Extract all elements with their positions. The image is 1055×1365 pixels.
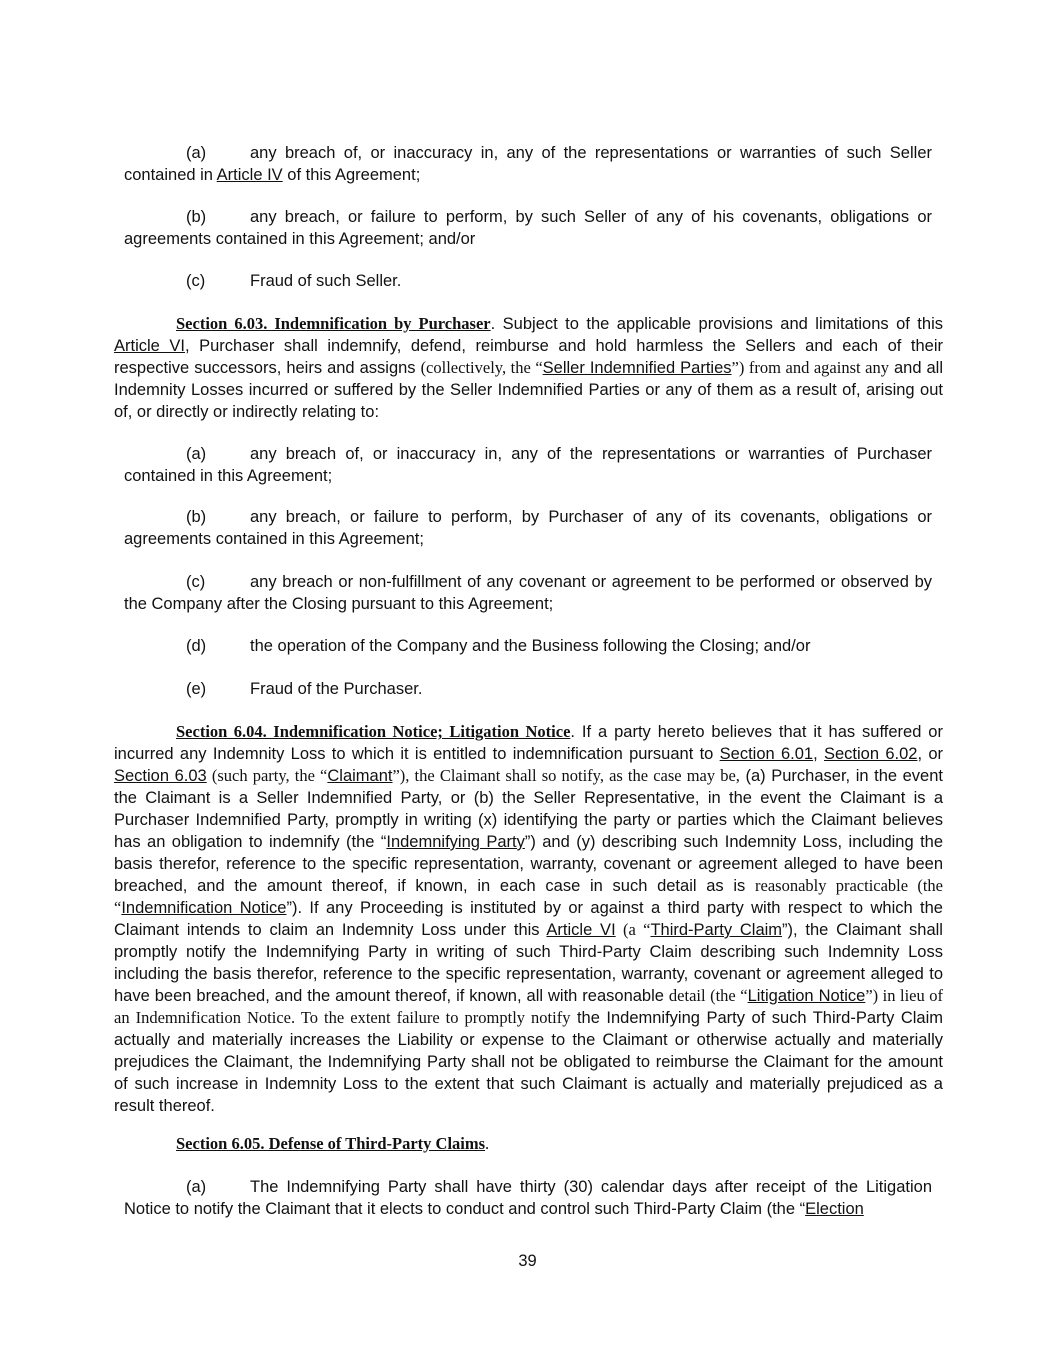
defined-term: Third-Party Claim [650, 921, 783, 939]
section-heading: Section 6.03. Indemnification by Purchaser [176, 314, 491, 333]
item-label: (c) [186, 573, 206, 591]
item-label: (b) [186, 208, 207, 226]
section-6-04: Section 6.04. Indemnification Notice; Litigation Notice. If a party hereto believes that it has suffered or incurred any Indemnity Loss to which it is entitled to indemnification pursuant to Section 6.01, Section 6.02, or Section 6.03 (such party, the “Claimant”), the Claimant shall so notify, as the case may be, (a) Purchaser, in the event the Claimant is a Seller Indemnified Party, or (b) the Seller Representative, in the event the Claimant is a Purchaser Indemnified Party, promptly in writing (x) identifying the party or parties which the Claimant believes has an obligation to indemnify (the “Indemnifying Party”) and (y) describing such Indemnity Loss, including the basis therefor, reference to the specific representation, warranty, covenant or agreement alleged to have been breached, and the amount thereof, if known, in each case in such detail as is reasonably practicable (the “Indemnification Notice”). If any Proceeding is instituted by or against a third party with respect to which the Claimant intends to claim an Indemnity Loss under this Article VI (a “Third-Party Claim”), the Claimant shall promptly notify the Indemnifying Party in writing of such Third-Party Claim describing such Indemnity Loss including the basis therefor, reference to the specific representation, warranty, covenant or agreement alleged to have been breached, and the amount thereof, if known, all with reasonable detail (the “Litigation Notice”) in lieu of an Indemnification Notice. To the extent failure to promptly notify the Indemnifying Party of such Third-Party Claim actually and materially increases the Liability or expense to the Claimant or otherwise actually and materially prejudices the Claimant, the Indemnifying Party shall not be obligated to reimburse the Claimant for the amount of such increase in Indemnity Loss to the extent that such Claimant is actually and materially prejudiced as a result thereof. [114, 722, 944, 1115]
seller-item-a: (a) any breach of, or inaccuracy in, any of the representations or warranties of such Seller contained in Article IV of this Agreement; [124, 144, 932, 184]
cross-reference-link[interactable]: Article IV [216, 166, 283, 184]
purchaser-item-a: (a) any breach of, or inaccuracy in, any of the representations or warranties of Purchaser contained in this Agreement; [124, 445, 932, 485]
cross-reference-link[interactable]: Section 6.01 [719, 745, 814, 763]
item-label: (c) [186, 272, 206, 290]
item-label: (d) [186, 637, 207, 655]
cross-reference-link[interactable]: Section 6.02 [823, 745, 918, 763]
item-label: (a) [186, 445, 207, 463]
defined-term: Claimant [327, 767, 393, 785]
seller-item-b: (b) any breach, or failure to perform, by such Seller of any of his covenants, obligations or agreements contained in this Agreement; and/or [124, 208, 932, 248]
purchaser-item-c: (c) any breach or non-fulfillment of any covenant or agreement to be performed or observed by the Company after the Closing pursuant to this Agreement; [124, 573, 932, 613]
defined-term: Seller Indemnified Parties [542, 359, 732, 377]
seller-item-c: (c) Fraud of such Seller. [186, 272, 402, 290]
item-label: (b) [186, 508, 207, 526]
section-6-05: Section 6.05. Defense of Third-Party Claims. [176, 1134, 490, 1153]
purchaser-item-e: (e) Fraud of the Purchaser. [186, 680, 423, 698]
cross-reference-link[interactable]: Article VI [114, 337, 185, 355]
page-number: 39 [518, 1252, 537, 1270]
section-6-03: Section 6.03. Indemnification by Purchaser. Subject to the applicable provisions and limitations of this Article VI, Purchaser shall indemnify, defend, reimburse and hold harmless the Sellers and each of their respective successors, heirs and assigns (collectively, the “Seller Indemnified Parties”) from and against any and all Indemnity Losses incurred or suffered by the Seller Indemnified Parties or any of them as a result of, arising out of, or directly or indirectly relating to: [114, 314, 944, 421]
section-heading: Section 6.05. Defense of Third-Party Claims [176, 1134, 486, 1153]
section-heading: Section 6.04. Indemnification Notice; Litigation Notice [176, 722, 571, 741]
purchaser-item-d: (d) the operation of the Company and the Business following the Closing; and/or [186, 637, 811, 655]
item-label: (a) [186, 144, 207, 162]
defined-term: Litigation Notice [747, 987, 866, 1005]
defined-term: Election [805, 1200, 864, 1218]
cross-reference-link[interactable]: Section 6.03 [114, 767, 207, 785]
cross-reference-link[interactable]: Article VI [546, 921, 616, 939]
section-6-05-item-a: (a) The Indemnifying Party shall have thirty (30) calendar days after receipt of the Litigation Notice to notify the Claimant that it elects to conduct and control such Third-Party Claim (the “Election [124, 1178, 932, 1218]
item-label: (a) [186, 1178, 207, 1196]
defined-term: Indemnification Notice [121, 899, 287, 917]
item-label: (e) [186, 680, 207, 698]
defined-term: Indemnifying Party [386, 833, 525, 851]
purchaser-item-b: (b) any breach, or failure to perform, by Purchaser of any of its covenants, obligations or agreements contained in this Agreement; [124, 508, 932, 548]
